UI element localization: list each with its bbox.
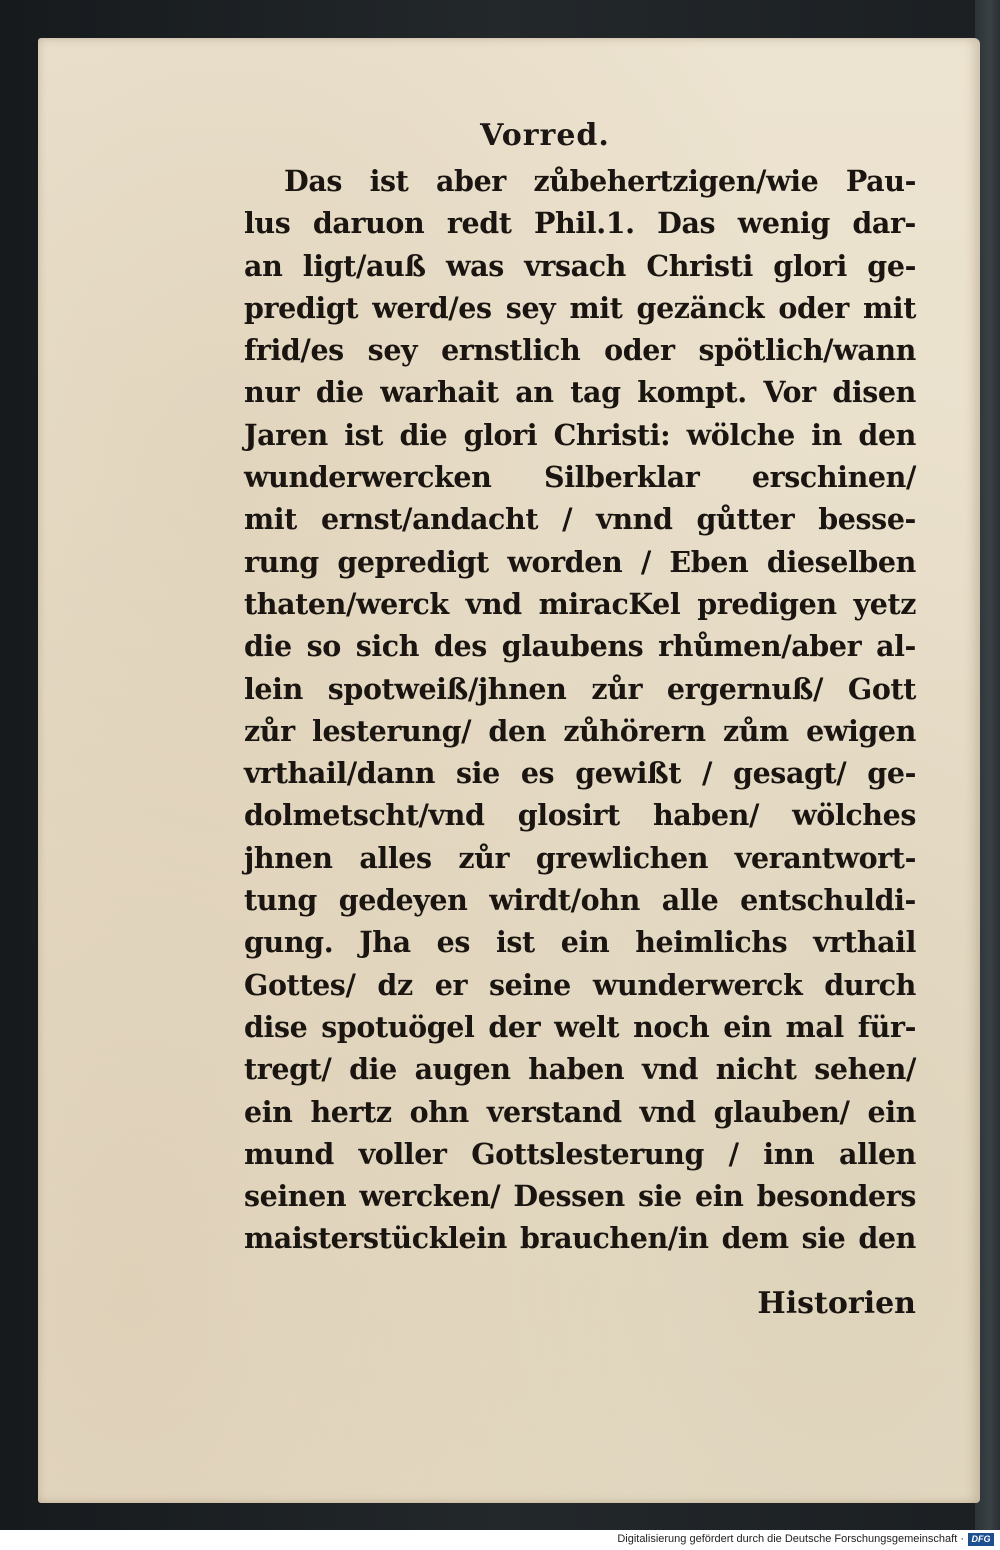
running-head: Vorred. <box>480 118 610 153</box>
text-line: seinen wercken/ Dessen sie ein besonders <box>244 1179 916 1214</box>
dfg-logo-icon: DFG <box>968 1533 994 1546</box>
text-line: rung gepredigt worden / Eben dieselben <box>244 544 916 579</box>
text-line: an ligt/auß was vrsach Christi glori ge- <box>244 248 916 283</box>
text-line: mund voller Gottslesterung / inn allen <box>244 1136 916 1171</box>
text-line: mit ernst/andacht / vnnd gůtter besse- <box>244 502 916 537</box>
text-line: dolmetscht/vnd glosirt haben/ wölches <box>244 798 916 833</box>
text-line: Das ist aber zůbehertzigen/wie Pau- <box>284 164 916 198</box>
text-line: dise spotuögel der welt noch ein mal für- <box>244 1009 916 1044</box>
text-line: Jaren ist die glori Christi: wölche in den <box>244 417 916 452</box>
text-line: vrthail/dann sie es gewißt / gesagt/ ge- <box>244 756 916 791</box>
text-line: thaten/werck vnd miracKel predigen yetz <box>244 586 916 621</box>
text-line: predigt werd/es sey mit gezänck oder mit <box>244 290 916 325</box>
text-line: ein hertz ohn verstand vnd glauben/ ein <box>244 1094 916 1129</box>
text-line: jhnen alles zůr grewlichen verantwort- <box>244 840 916 875</box>
funding-credit: Digitalisierung gefördert durch die Deutsche Forschungsgemeinschaft · <box>617 1533 964 1545</box>
digitization-footer <box>0 1530 1000 1550</box>
text-line: zůr lesterung/ den zůhörern zům ewigen <box>244 713 916 748</box>
text-line: gung. Jha es ist ein heimlichs vrthail <box>244 925 916 960</box>
text-line: Gottes/ dz er seine wunderwerck durch <box>244 967 916 1002</box>
text-line: tregt/ die augen haben vnd nicht sehen/ <box>244 1052 916 1087</box>
body-text <box>244 160 916 1260</box>
text-line: tung gedeyen wirdt/ohn alle entschuldi- <box>244 883 916 918</box>
catchword: Historien <box>757 1286 916 1321</box>
text-line: wunderwercken Silberklar erschinen/ <box>244 460 916 495</box>
text-line: lus daruon redt Phil.1. Das wenig dar- <box>244 206 916 241</box>
text-line: die so sich des glaubens rhůmen/aber al- <box>244 629 916 664</box>
text-line: lein spotweiß/jhnen zůr ergernuß/ Gott <box>244 671 916 706</box>
text-line: frid/es sey ernstlich oder spötlich/wann <box>244 333 916 368</box>
text-line: nur die warhait an tag kompt. Vor disen <box>244 375 916 410</box>
text-line: maisterstücklein brauchen/in dem sie den <box>244 1221 916 1256</box>
